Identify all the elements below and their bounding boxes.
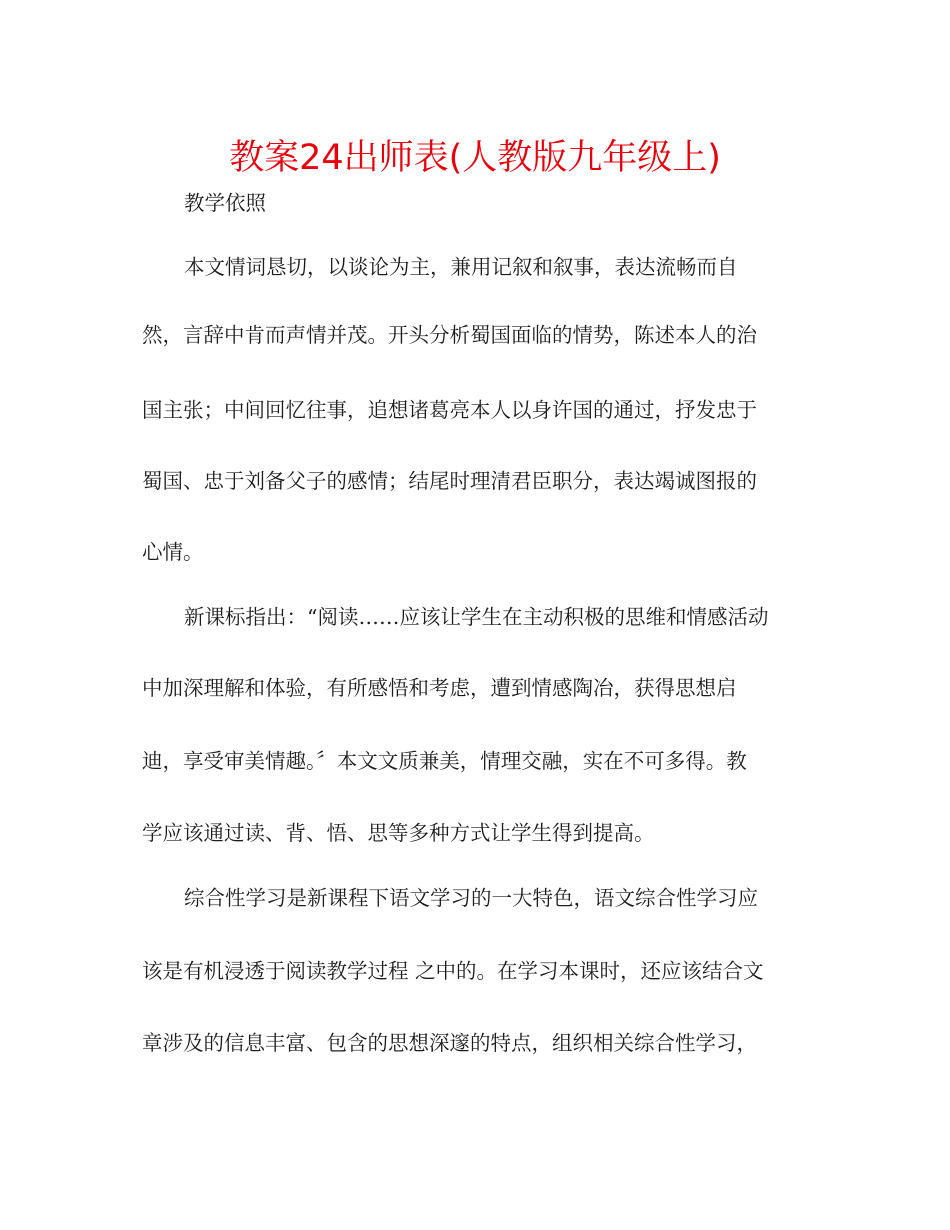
paragraph-line: 中加深理解和体验，有所感悟和考虑，遭到情感陶冶，获得思想启 (142, 676, 737, 700)
paragraph-line: 蜀国、忠于刘备父子的感情；结尾时理清君臣职分，表达竭诚图报的 (142, 469, 757, 493)
paragraph-line: 国主张；中间回忆往事，追想诸葛亮本人以身许国的通过，抒发忠于 (142, 398, 757, 422)
paragraph-line: 综合性学习是新课程下语文学习的一大特色，语文综合性学习应 (184, 886, 758, 910)
section-heading: 教学依照 (184, 191, 266, 215)
paragraph-line: 章涉及的信息丰富、包含的思想深邃的特点，组织相关综合性学习， (142, 1031, 757, 1055)
paragraph-line: 然，言辞中肯而声情并茂。开头分析蜀国面临的情势，陈述本人的治 (142, 323, 757, 347)
paragraph-line: 迪，享受审美情趣。〞本文文质兼美，情理交融，实在不可多得。教 (142, 749, 747, 773)
paragraph-line: 心情。 (142, 540, 204, 564)
document-title: 教案24出师表(人教版九年级上) (229, 138, 721, 178)
paragraph-line: 该是有机浸透于阅读教学过程 之中的。在学习本课时，还应该结合文 (142, 959, 764, 983)
paragraph-line: 本文情词恳切，以谈论为主，兼用记叙和叙事，表达流畅而自 (184, 255, 738, 279)
paragraph-line: 新课标指出：“阅读……应该让学生在主动积极的思维和情感活动 (184, 605, 769, 629)
paragraph-line: 学应该通过读、背、悟、思等多种方式让学生得到提高。 (142, 821, 655, 845)
